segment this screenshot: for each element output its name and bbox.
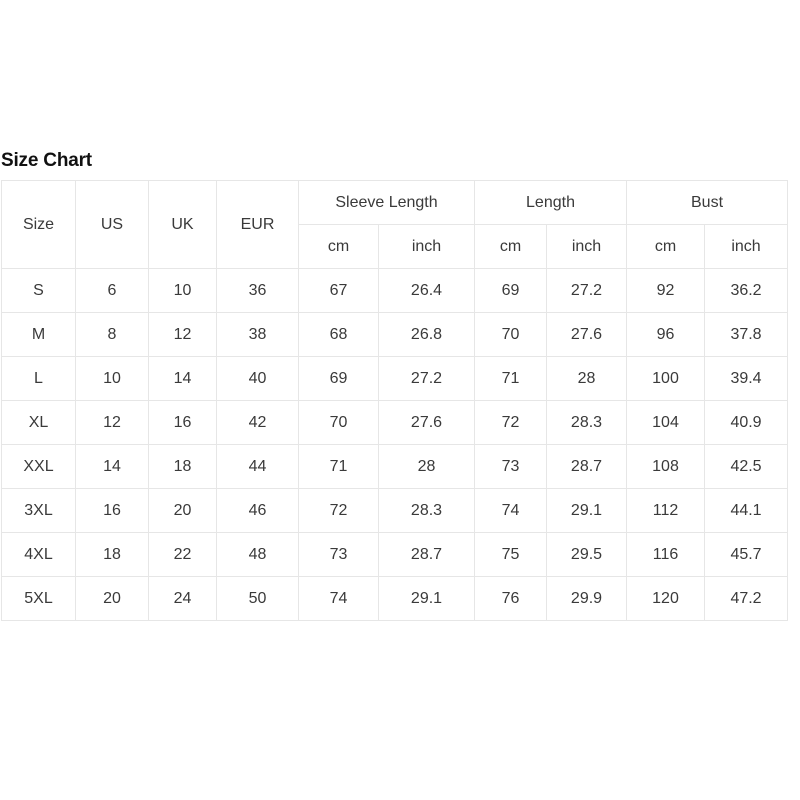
cell-sleeve-cm: 72 xyxy=(299,489,379,533)
cell-length-cm: 76 xyxy=(475,577,547,621)
cell-length-inch: 27.2 xyxy=(547,269,627,313)
cell-us: 8 xyxy=(76,313,149,357)
table-body xyxy=(2,181,788,621)
cell-bust-inch: 45.7 xyxy=(705,533,788,577)
table-row xyxy=(2,533,788,577)
table-row xyxy=(2,357,788,401)
cell-size: XXL xyxy=(2,445,76,489)
cell-bust-inch: 42.5 xyxy=(705,445,788,489)
cell-uk: 12 xyxy=(149,313,217,357)
table-row xyxy=(2,313,788,357)
cell-sleeve-inch: 29.1 xyxy=(379,577,475,621)
unit-bust-cm: cm xyxy=(627,225,705,269)
cell-sleeve-inch: 28.3 xyxy=(379,489,475,533)
cell-sleeve-inch: 28.7 xyxy=(379,533,475,577)
cell-bust-cm: 112 xyxy=(627,489,705,533)
cell-eur: 44 xyxy=(217,445,299,489)
page-title: Size Chart xyxy=(1,150,92,171)
header-us: US xyxy=(76,181,149,269)
cell-sleeve-inch: 27.6 xyxy=(379,401,475,445)
cell-eur: 38 xyxy=(217,313,299,357)
cell-uk: 22 xyxy=(149,533,217,577)
cell-eur: 48 xyxy=(217,533,299,577)
cell-us: 14 xyxy=(76,445,149,489)
cell-sleeve-inch: 28 xyxy=(379,445,475,489)
cell-bust-cm: 96 xyxy=(627,313,705,357)
cell-uk: 10 xyxy=(149,269,217,313)
cell-bust-inch: 47.2 xyxy=(705,577,788,621)
cell-size: S xyxy=(2,269,76,313)
cell-size: L xyxy=(2,357,76,401)
header-sleeve-length: Sleeve Length xyxy=(299,181,475,225)
cell-uk: 20 xyxy=(149,489,217,533)
cell-us: 10 xyxy=(76,357,149,401)
table-row xyxy=(2,269,788,313)
cell-length-inch: 28 xyxy=(547,357,627,401)
unit-length-inch: inch xyxy=(547,225,627,269)
cell-uk: 18 xyxy=(149,445,217,489)
header-length: Length xyxy=(475,181,627,225)
cell-sleeve-inch: 26.4 xyxy=(379,269,475,313)
cell-length-cm: 70 xyxy=(475,313,547,357)
cell-eur: 50 xyxy=(217,577,299,621)
cell-us: 20 xyxy=(76,577,149,621)
cell-size: 4XL xyxy=(2,533,76,577)
cell-bust-inch: 37.8 xyxy=(705,313,788,357)
cell-length-cm: 74 xyxy=(475,489,547,533)
cell-length-inch: 28.7 xyxy=(547,445,627,489)
cell-bust-cm: 120 xyxy=(627,577,705,621)
cell-eur: 36 xyxy=(217,269,299,313)
cell-length-inch: 29.5 xyxy=(547,533,627,577)
header-bust: Bust xyxy=(627,181,788,225)
cell-length-cm: 73 xyxy=(475,445,547,489)
cell-eur: 46 xyxy=(217,489,299,533)
cell-sleeve-inch: 26.8 xyxy=(379,313,475,357)
cell-eur: 40 xyxy=(217,357,299,401)
cell-length-inch: 27.6 xyxy=(547,313,627,357)
cell-length-inch: 29.1 xyxy=(547,489,627,533)
cell-length-cm: 72 xyxy=(475,401,547,445)
cell-length-inch: 29.9 xyxy=(547,577,627,621)
cell-sleeve-cm: 68 xyxy=(299,313,379,357)
unit-bust-inch: inch xyxy=(705,225,788,269)
cell-sleeve-cm: 69 xyxy=(299,357,379,401)
cell-sleeve-cm: 73 xyxy=(299,533,379,577)
cell-bust-cm: 108 xyxy=(627,445,705,489)
cell-sleeve-cm: 70 xyxy=(299,401,379,445)
cell-length-cm: 71 xyxy=(475,357,547,401)
cell-bust-inch: 36.2 xyxy=(705,269,788,313)
size-chart-table xyxy=(1,180,788,621)
cell-bust-inch: 44.1 xyxy=(705,489,788,533)
table-row xyxy=(2,401,788,445)
cell-length-inch: 28.3 xyxy=(547,401,627,445)
cell-us: 18 xyxy=(76,533,149,577)
cell-bust-cm: 100 xyxy=(627,357,705,401)
unit-length-cm: cm xyxy=(475,225,547,269)
cell-length-cm: 75 xyxy=(475,533,547,577)
unit-sleeve-cm: cm xyxy=(299,225,379,269)
cell-sleeve-cm: 67 xyxy=(299,269,379,313)
header-row xyxy=(2,181,788,225)
header-size: Size xyxy=(2,181,76,269)
cell-us: 12 xyxy=(76,401,149,445)
cell-uk: 16 xyxy=(149,401,217,445)
header-eur: EUR xyxy=(217,181,299,269)
cell-size: M xyxy=(2,313,76,357)
cell-sleeve-cm: 74 xyxy=(299,577,379,621)
header-uk: UK xyxy=(149,181,217,269)
cell-bust-inch: 40.9 xyxy=(705,401,788,445)
cell-size: XL xyxy=(2,401,76,445)
table-row xyxy=(2,577,788,621)
cell-bust-cm: 104 xyxy=(627,401,705,445)
cell-length-cm: 69 xyxy=(475,269,547,313)
table-row xyxy=(2,489,788,533)
cell-us: 6 xyxy=(76,269,149,313)
cell-size: 3XL xyxy=(2,489,76,533)
cell-bust-inch: 39.4 xyxy=(705,357,788,401)
cell-us: 16 xyxy=(76,489,149,533)
cell-uk: 14 xyxy=(149,357,217,401)
cell-sleeve-inch: 27.2 xyxy=(379,357,475,401)
cell-eur: 42 xyxy=(217,401,299,445)
cell-size: 5XL xyxy=(2,577,76,621)
cell-uk: 24 xyxy=(149,577,217,621)
unit-sleeve-inch: inch xyxy=(379,225,475,269)
cell-bust-cm: 116 xyxy=(627,533,705,577)
table-row xyxy=(2,445,788,489)
cell-bust-cm: 92 xyxy=(627,269,705,313)
cell-sleeve-cm: 71 xyxy=(299,445,379,489)
